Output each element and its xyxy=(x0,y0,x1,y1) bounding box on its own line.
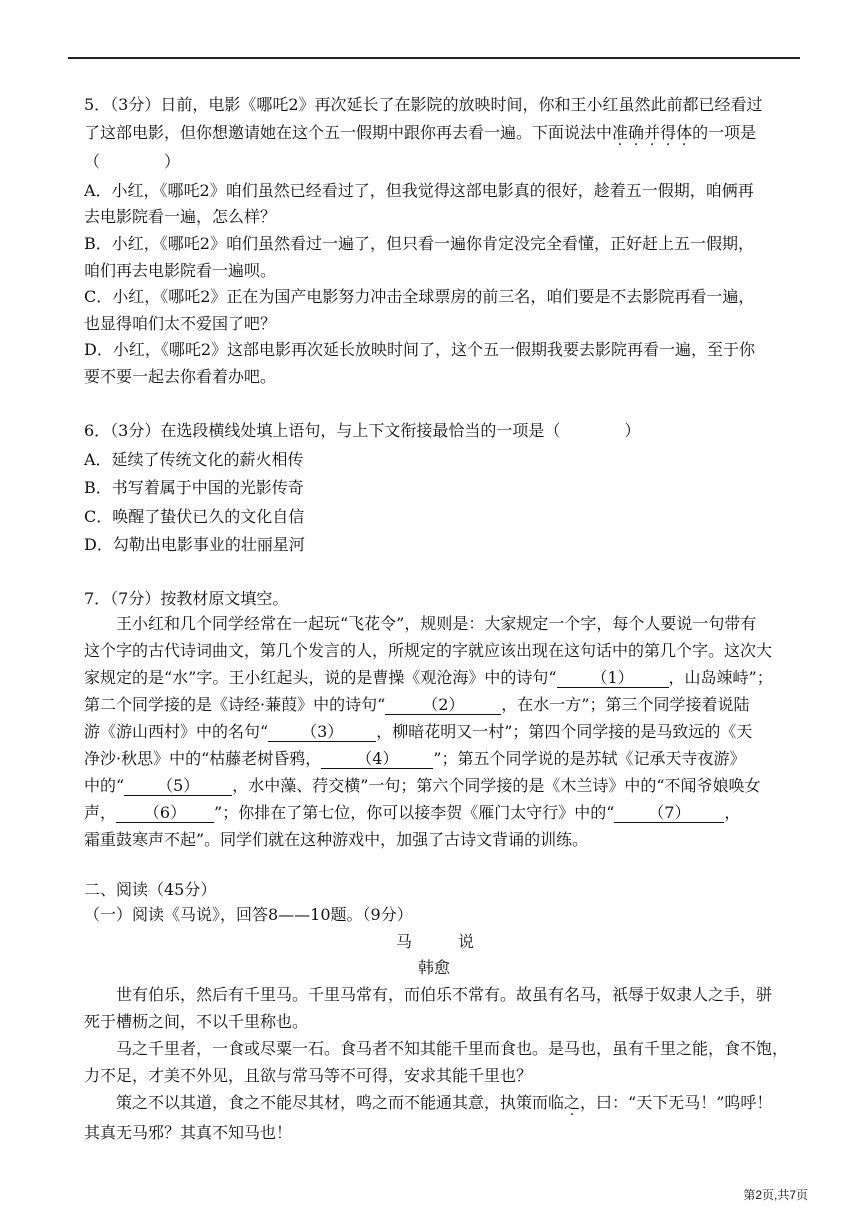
classical-text-line: 马之千里者，一食或尽粟一石。食马者不知其能千里而食也。是马也，虽有千里之能，食不饱， xyxy=(116,1039,789,1058)
q6-stem: 6．（3分）在选段横线处填上语句，与上下文衔接最恰当的一项是（ ） xyxy=(84,421,641,440)
classical-text-line: 世有伯乐，然后有千里马。千里马常有，而伯乐不常有。故虽有名马，祇辱于奴隶人之手，骈 xyxy=(116,985,773,1004)
q5-option-c: C．小红，《哪吒2》正在为国产电影努力冲击全球票房的前三名，咱们要是不去影院再看一遍， xyxy=(84,287,755,306)
classical-text-line: 其真无马邪？其真不知马也！ xyxy=(84,1123,293,1142)
q5-option-a: A．小红，《哪吒2》咱们虽然已经看过了，但我觉得这部电影真的很好，趁着五一假期，咱俩再 xyxy=(84,181,754,200)
passage-text: ”；第五个同学说的是苏轼《记承天寺夜游》 xyxy=(433,749,746,768)
passage-text: ”；你排在了第七位，你可以接李贺《雁门太守行》中的“ xyxy=(214,803,615,822)
q5-stem-text: 了这部电影，但你想邀请她在这个五一假期中跟你再去看一遍。下面说法中 xyxy=(84,123,613,142)
q6-option-d: D．勾勒出电影事业的壮丽星河 xyxy=(84,535,305,554)
passage-text: ，水中藻、荇交横”一句；第六个同学接的是《木兰诗》中的“不闻爷娘唤女 xyxy=(232,776,761,795)
text-title-char-1: 马 xyxy=(396,932,413,951)
passage-text: 游《游山西村》中的名句“ xyxy=(84,722,269,741)
q5-option-c-cont: 也显得咱们太不爱国了吧？ xyxy=(84,314,277,333)
q7-passage-line xyxy=(84,722,752,742)
passage-text: 声， xyxy=(84,803,117,822)
passage-text: 第二个同学接的是《诗经·蒹葭》中的诗句“ xyxy=(84,695,386,714)
classical-text-line: 死于槽枥之间，不以千里称也。 xyxy=(84,1012,309,1031)
emphasis-char: 得 xyxy=(660,123,677,142)
classical-text-line xyxy=(116,1093,772,1113)
q5-option-b-cont: 咱们再去电影院看一遍呗。 xyxy=(84,261,277,280)
q7-passage-line xyxy=(84,776,761,796)
text-title-char-2: 说 xyxy=(458,932,475,951)
section-heading: 二、阅读（45分） xyxy=(84,880,217,899)
page-number: 第2页,共7页 xyxy=(743,1188,808,1202)
emphasis-char: 体 xyxy=(676,123,693,142)
q5-stem-line1: 5．（3分）日前，电影《哪吒2》再次延长了在影院的放映时间，你和王小红虽然此前都已经看过 xyxy=(84,95,763,114)
q5-option-b: B．小红，《哪吒2》咱们虽然看过一遍了，但只看一遍你肯定没完全看懂，正好赶上五一假期， xyxy=(84,234,754,253)
subsection-heading: （一）阅读《马说》，回答8——10题。（9分） xyxy=(84,905,413,924)
passage-text: ，在水一方”；第三个同学接着说陆 xyxy=(501,695,750,714)
q7-stem: 7．（7分）按教材原文填空。 xyxy=(84,589,289,608)
passage-text: 净沙·秋思》中的“枯藤老树昏鸦， xyxy=(84,749,322,768)
q5-stem-line2 xyxy=(84,123,756,143)
q7-passage-line: 霜重鼓寒声不起”。同学们就在这种游戏中，加强了古诗文背诵的训练。 xyxy=(84,830,589,849)
q5-option-d-cont: 要不要一起去你看着办吧。 xyxy=(84,367,277,386)
emphasis-char: 并 xyxy=(644,123,661,142)
q6-option-c: C．唤醒了蛰伏已久的文化自信 xyxy=(84,507,305,526)
q7-passage-line xyxy=(84,803,740,823)
classical-text: 策之不以其道，食之不能尽其材，鸣之而不能通其意，执策而临 xyxy=(116,1093,565,1112)
emphasis-char: 之 xyxy=(564,1093,581,1112)
q5-stem-text: 的一项是 xyxy=(692,123,757,142)
q7-passage-line xyxy=(84,695,749,715)
q7-passage-line: 这个字的古代诗词曲文，第几个发言的人，所规定的字就应该出现在这句话中的第几个字。这次大 xyxy=(84,641,773,660)
fill-blank-5[interactable]: （5） xyxy=(124,777,232,796)
fill-blank-4[interactable]: （4） xyxy=(321,750,433,769)
emphasis-char: 确 xyxy=(628,123,645,142)
q7-passage-line xyxy=(84,668,773,688)
passage-text: ，山岛竦峙”； xyxy=(668,668,773,687)
q5-option-d: D．小红，《哪吒2》这部电影再次延长放映时间了，这个五一假期我要去影院再看一遍，至于你 xyxy=(84,340,756,359)
fill-blank-2[interactable]: （2） xyxy=(385,696,501,715)
q6-option-b: B．书写着属于中国的光影传奇 xyxy=(84,478,304,497)
fill-blank-6[interactable]: （6） xyxy=(116,804,214,823)
passage-text: 中的“ xyxy=(84,776,125,795)
passage-text: ，柳暗花明又一村”；第四个同学接的是马致远的《天 xyxy=(376,722,753,741)
q5-option-a-cont: 去电影院看一遍，怎么样？ xyxy=(84,207,277,226)
text-author: 韩愈 xyxy=(418,958,451,977)
header-rule xyxy=(68,57,800,59)
fill-blank-7[interactable]: （7） xyxy=(614,804,724,823)
fill-blank-3[interactable]: （3） xyxy=(268,723,376,742)
q6-option-a: A．延续了传统文化的薪火相传 xyxy=(84,450,304,469)
q5-answer-paren: （ ） xyxy=(84,152,181,171)
passage-text: 家规定的是“水”字。王小红起头，说的是曹操《观沧海》中的诗句“ xyxy=(84,668,557,687)
q7-passage-line xyxy=(84,749,745,769)
classical-text-line: 力不足，才美不外见，且欲与常马等不可得，安求其能千里也？ xyxy=(84,1066,533,1085)
classical-text: ，曰：“天下无马！”呜呼！ xyxy=(580,1093,773,1112)
q7-passage-line: 王小红和几个同学经常在一起玩“飞花令”，规则是：大家规定一个字，每个人要说一句带有 xyxy=(116,614,757,633)
passage-text: ， xyxy=(724,803,741,822)
emphasis-char: 准 xyxy=(612,123,629,142)
fill-blank-1[interactable]: （1） xyxy=(557,669,669,688)
